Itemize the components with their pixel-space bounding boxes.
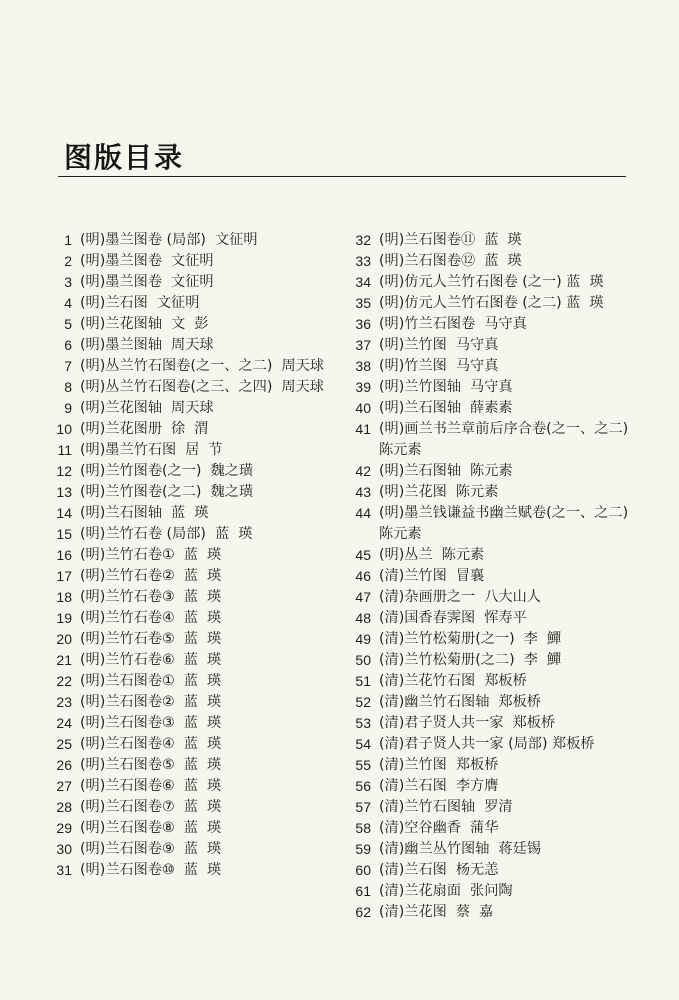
toc-entry xyxy=(50,545,350,566)
toc-entry xyxy=(349,671,649,692)
toc-entry-title: (明)墨兰图轴 周天球 xyxy=(80,337,214,353)
toc-entry xyxy=(50,650,350,671)
toc-entry xyxy=(50,587,350,608)
toc-entry-title: (明)兰石图卷⑧ 蓝 瑛 xyxy=(80,820,222,836)
toc-entry-number: 28 xyxy=(56,799,72,815)
toc-entry xyxy=(50,440,350,461)
toc-entry xyxy=(349,734,649,755)
toc-entry-title: (明)竹兰石图卷 马守真 xyxy=(379,316,527,332)
toc-entry-number: 50 xyxy=(355,652,371,668)
toc-entry-title: (明)兰石图卷④ 蓝 瑛 xyxy=(80,736,222,752)
page-title: 图版目录 xyxy=(64,141,185,174)
toc-entry-title: (清)兰花扇面 张问陶 xyxy=(379,883,513,899)
toc-entry-title: (清)幽兰竹石图轴 郑板桥 xyxy=(379,694,541,710)
toc-entry-title: (清)兰竹松菊册(之一) 李 鱓 xyxy=(379,631,562,647)
toc-entry-number: 58 xyxy=(355,820,371,836)
toc-entry-title: (明)兰竹图轴 马守真 xyxy=(379,379,513,395)
toc-entry-number: 25 xyxy=(56,736,72,752)
toc-entry-title: (明)兰石图轴 薛素素 xyxy=(379,400,513,416)
toc-entry-number: 7 xyxy=(64,358,72,374)
toc-entry-number: 19 xyxy=(56,610,72,626)
toc-entry xyxy=(349,902,649,923)
toc-entry-number: 18 xyxy=(56,589,72,605)
toc-entry-number: 51 xyxy=(355,673,371,689)
toc-entry-title: (明)兰石图卷⑤ 蓝 瑛 xyxy=(80,757,222,773)
toc-entry-number: 10 xyxy=(56,421,72,437)
toc-entry-number: 24 xyxy=(56,715,72,731)
toc-entry-title: (清)君子贤人共一家 (局部) 郑板桥 xyxy=(379,736,595,752)
toc-entry-title: (明)丛兰 陈元素 xyxy=(379,547,485,563)
toc-entry-title: (明)兰竹石卷⑤ 蓝 瑛 xyxy=(80,631,222,647)
toc-entry xyxy=(349,860,649,881)
toc-entry xyxy=(349,713,649,734)
toc-entry xyxy=(50,860,350,881)
toc-entry-title: (清)兰石图 杨无恙 xyxy=(379,862,499,878)
toc-entry-number: 1 xyxy=(64,232,72,248)
toc-entry-number: 60 xyxy=(355,862,371,878)
toc-entry-number: 38 xyxy=(355,358,371,374)
toc-entry-title: (明)兰竹石卷③ 蓝 瑛 xyxy=(80,589,222,605)
toc-entry-title: (清)兰竹松菊册(之二) 李 鱓 xyxy=(379,652,562,668)
toc-entry-number: 9 xyxy=(64,400,72,416)
toc-entry-number: 34 xyxy=(355,274,371,290)
toc-entry xyxy=(50,818,350,839)
toc-entry-title: (明)兰石图卷⑩ 蓝 瑛 xyxy=(80,862,222,878)
toc-entry-number: 57 xyxy=(355,799,371,815)
toc-entry-number: 12 xyxy=(56,463,72,479)
toc-entry-title: (明)墨兰钱谦益书幽兰赋卷(之一、之二) 陈元素 xyxy=(379,505,638,542)
toc-entry-title: (明)墨兰图卷 (局部) 文征明 xyxy=(80,232,258,248)
toc-entry xyxy=(50,797,350,818)
toc-entry-number: 55 xyxy=(355,757,371,773)
toc-entry xyxy=(50,839,350,860)
toc-entry-title: (明)丛兰竹石图卷(之一、之二) 周天球 xyxy=(80,358,324,374)
toc-entry-number: 39 xyxy=(355,379,371,395)
toc-entry-number: 48 xyxy=(355,610,371,626)
toc-entry xyxy=(50,398,350,419)
toc-entry-number: 62 xyxy=(355,904,371,920)
toc-entry xyxy=(50,251,350,272)
toc-entry xyxy=(349,776,649,797)
toc-entry-title: (明)兰石图卷② 蓝 瑛 xyxy=(80,694,222,710)
toc-entry xyxy=(349,881,649,902)
toc-entry-title: (明)兰石图卷③ 蓝 瑛 xyxy=(80,715,222,731)
toc-entry-title: (清)兰花竹石图 郑板桥 xyxy=(379,673,527,689)
toc-entry xyxy=(50,377,350,398)
toc-entry-title: (清)君子贤人共一家 郑板桥 xyxy=(379,715,556,731)
toc-entry-title: (清)杂画册之一 八大山人 xyxy=(379,589,541,605)
toc-entry xyxy=(50,230,350,251)
toc-entry xyxy=(50,755,350,776)
toc-entry-number: 56 xyxy=(355,778,371,794)
toc-entry xyxy=(349,692,649,713)
toc-entry-title: (清)幽兰丛竹图轴 蒋廷锡 xyxy=(379,841,541,857)
toc-entry xyxy=(349,377,649,398)
toc-entry-title: (明)兰石图卷⑫ 蓝 瑛 xyxy=(379,253,522,269)
toc-entry xyxy=(349,629,649,650)
toc-column-left xyxy=(50,230,350,881)
toc-entry-number: 13 xyxy=(56,484,72,500)
toc-entry-number: 23 xyxy=(56,694,72,710)
toc-entry-title: (明)兰竹石卷⑥ 蓝 瑛 xyxy=(80,652,222,668)
toc-entry-number: 40 xyxy=(355,400,371,416)
toc-entry-number: 8 xyxy=(64,379,72,395)
toc-entry-title: (明)兰竹石卷 (局部) 蓝 瑛 xyxy=(80,526,253,542)
toc-entry-title: (明)兰石图轴 蓝 瑛 xyxy=(80,505,209,521)
toc-entry-number: 20 xyxy=(56,631,72,647)
toc-entry-title: (明)墨兰图卷 文征明 xyxy=(80,274,214,290)
toc-entry xyxy=(349,587,649,608)
toc-entry xyxy=(349,818,649,839)
toc-entry-title: (明)兰石图卷① 蓝 瑛 xyxy=(80,673,222,689)
toc-entry-title: (明)兰石图卷⑦ 蓝 瑛 xyxy=(80,799,222,815)
toc-entry xyxy=(349,419,649,461)
toc-entry xyxy=(50,524,350,545)
toc-entry xyxy=(50,671,350,692)
toc-entry-title: (明)兰竹石卷② 蓝 瑛 xyxy=(80,568,222,584)
toc-entry xyxy=(50,419,350,440)
toc-entry-title: (清)兰石图 李方膺 xyxy=(379,778,499,794)
toc-entry xyxy=(50,482,350,503)
toc-entry-number: 42 xyxy=(355,463,371,479)
toc-entry-title: (清)兰花图 蔡 嘉 xyxy=(379,904,494,920)
toc-entry xyxy=(50,776,350,797)
toc-entry xyxy=(349,230,649,251)
toc-entry xyxy=(349,797,649,818)
toc-entry-title: (明)兰竹石卷① 蓝 瑛 xyxy=(80,547,222,563)
toc-entry-title: (清)兰竹图 郑板桥 xyxy=(379,757,499,773)
toc-entry xyxy=(50,608,350,629)
toc-entry xyxy=(349,608,649,629)
toc-entry-title: (明)仿元人兰竹石图卷 (之一) 蓝 瑛 xyxy=(379,274,604,290)
toc-entry-title: (清)兰竹图 冒襄 xyxy=(379,568,485,584)
toc-entry-number: 52 xyxy=(355,694,371,710)
toc-entry xyxy=(50,692,350,713)
toc-entry-number: 49 xyxy=(355,631,371,647)
toc-entry xyxy=(50,272,350,293)
toc-entry xyxy=(349,482,649,503)
toc-entry-title: (明)兰花图轴 文 彭 xyxy=(80,316,209,332)
toc-entry xyxy=(50,629,350,650)
toc-entry-title: (明)兰石图轴 陈元素 xyxy=(379,463,513,479)
toc-entry xyxy=(50,734,350,755)
toc-entry-number: 2 xyxy=(64,253,72,269)
toc-entry-number: 45 xyxy=(355,547,371,563)
toc-entry-number: 47 xyxy=(355,589,371,605)
toc-entry xyxy=(349,356,649,377)
toc-entry-number: 16 xyxy=(56,547,72,563)
toc-entry-title: (明)墨兰竹石图 居 节 xyxy=(80,442,223,458)
toc-entry-title: (明)丛兰竹石图卷(之三、之四) 周天球 xyxy=(80,379,324,395)
toc-entry xyxy=(349,839,649,860)
toc-entry-number: 32 xyxy=(355,232,371,248)
toc-entry xyxy=(349,272,649,293)
toc-entry-number: 36 xyxy=(355,316,371,332)
toc-entry xyxy=(349,314,649,335)
toc-entry xyxy=(349,461,649,482)
toc-entry-number: 44 xyxy=(355,505,371,521)
toc-entry-title: (清)空谷幽香 蒲华 xyxy=(379,820,499,836)
toc-entry-title: (明)兰花图轴 周天球 xyxy=(80,400,214,416)
toc-entry-number: 5 xyxy=(64,316,72,332)
toc-entry xyxy=(349,398,649,419)
toc-entry-title: (清)兰竹石图轴 罗清 xyxy=(379,799,513,815)
toc-entry-number: 6 xyxy=(64,337,72,353)
toc-entry xyxy=(50,314,350,335)
toc-entry xyxy=(349,755,649,776)
toc-entry-title: (明)兰竹图卷(之二) 魏之璜 xyxy=(80,484,254,500)
toc-entry xyxy=(50,356,350,377)
toc-entry xyxy=(349,545,649,566)
toc-entry-number: 53 xyxy=(355,715,371,731)
toc-entry xyxy=(50,503,350,524)
toc-entry-number: 11 xyxy=(57,442,72,458)
toc-entry xyxy=(349,650,649,671)
toc-entry xyxy=(349,503,649,545)
toc-entry-number: 27 xyxy=(56,778,72,794)
toc-entry-title: (明)兰花图册 徐 渭 xyxy=(80,421,209,437)
toc-entry-number: 4 xyxy=(64,295,72,311)
toc-entry-title: (明)兰花图 陈元素 xyxy=(379,484,499,500)
toc-entry-number: 15 xyxy=(56,526,72,542)
toc-entry xyxy=(349,293,649,314)
toc-entry-title: (明)兰竹石卷④ 蓝 瑛 xyxy=(80,610,222,626)
toc-entry xyxy=(50,335,350,356)
toc-entry-number: 61 xyxy=(355,883,371,899)
toc-entry xyxy=(50,461,350,482)
toc-entry-number: 33 xyxy=(355,253,371,269)
toc-entry-title: (清)国香春霁图 恽寿平 xyxy=(379,610,527,626)
toc-entry-number: 31 xyxy=(56,862,72,878)
toc-entry xyxy=(349,335,649,356)
toc-entry-title: (明)兰石图卷⑥ 蓝 瑛 xyxy=(80,778,222,794)
toc-entry-title: (明)兰竹图卷(之一) 魏之璜 xyxy=(80,463,254,479)
toc-column-right xyxy=(349,230,649,923)
toc-entry-number: 22 xyxy=(56,673,72,689)
toc-entry-title: (明)兰竹图 马守真 xyxy=(379,337,499,353)
toc-entry-number: 41 xyxy=(355,421,371,437)
toc-entry-number: 21 xyxy=(56,652,72,668)
toc-entry xyxy=(50,713,350,734)
toc-entry-number: 29 xyxy=(56,820,72,836)
toc-entry-title: (明)兰石图卷⑨ 蓝 瑛 xyxy=(80,841,222,857)
toc-entry-title: (明)墨兰图卷 文征明 xyxy=(80,253,214,269)
toc-entry-number: 35 xyxy=(355,295,371,311)
toc-entry xyxy=(50,293,350,314)
toc-entry-title: (明)竹兰图 马守真 xyxy=(379,358,499,374)
toc-entry-number: 26 xyxy=(56,757,72,773)
toc-entry-number: 46 xyxy=(355,568,371,584)
toc-entry xyxy=(349,566,649,587)
toc-entry-number: 14 xyxy=(56,505,72,521)
title-divider xyxy=(58,176,626,177)
toc-entry-number: 17 xyxy=(56,568,72,584)
toc-entry-title: (明)兰石图 文征明 xyxy=(80,295,200,311)
toc-entry xyxy=(50,566,350,587)
toc-entry-number: 59 xyxy=(355,841,371,857)
toc-entry-number: 3 xyxy=(64,274,72,290)
toc-entry-title: (明)仿元人兰竹石图卷 (之二) 蓝 瑛 xyxy=(379,295,604,311)
toc-entry-number: 54 xyxy=(355,736,371,752)
toc-entry-title: (明)画兰书兰章前后序合卷(之一、之二) 陈元素 xyxy=(379,421,638,458)
toc-entry-title: (明)兰石图卷⑪ 蓝 瑛 xyxy=(379,232,522,248)
toc-entry xyxy=(349,251,649,272)
toc-entry-number: 37 xyxy=(355,337,371,353)
toc-entry-number: 43 xyxy=(355,484,371,500)
toc-entry-number: 30 xyxy=(56,841,72,857)
